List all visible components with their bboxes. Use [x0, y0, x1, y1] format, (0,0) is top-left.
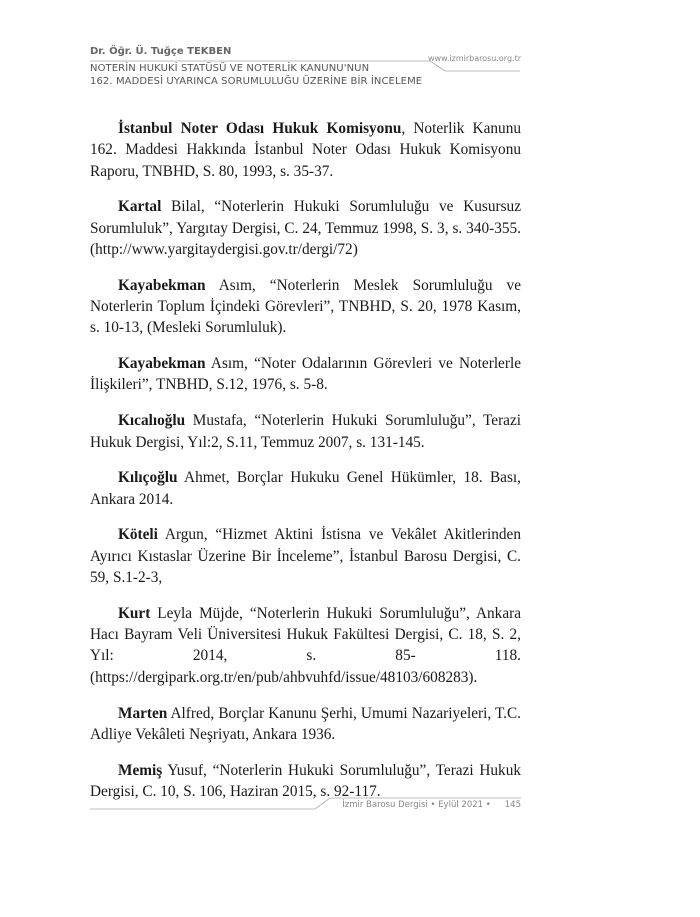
page-number: 145 — [504, 800, 521, 810]
entry-text: Asım, “Noterlerin Meslek Sorumluluğu ve Noterlerin Toplum İçindeki Görevleri”, TNBHD, S. 20, 1978 Kasım, s. 10-13, (Mesleki Sorumluluk). — [90, 276, 521, 337]
entry-author: Kartal — [118, 198, 162, 216]
entry-author: Kurt — [118, 604, 151, 622]
entry-text: Leyla Müjde, “Noterlerin Hukuki Sorumluluğu”, Ankara Hacı Bayram Veli Üniversitesi Hukuk Fakültesi Dergisi, C. 18, S. 2, Yıl: 2014, s. 85- 118. (https://dergipark.org.tr/en/pub/ahbvuhfd/issue/48103/608283). — [90, 604, 521, 686]
header-author: Dr. Öğr. Ü. Tuğçe TEKBEN — [90, 46, 232, 57]
entry-author: Köteli — [118, 526, 158, 544]
header-title — [90, 63, 422, 88]
bibliography — [90, 118, 521, 817]
entry-author: Memiş — [118, 761, 163, 779]
bibliography-entry — [90, 467, 521, 510]
header-title-line: NOTERİN HUKUKİ STATÜSÜ VE NOTERLİK KANUNU'NUN — [90, 63, 370, 74]
entry-text: Ahmet, Borçlar Hukuku Genel Hükümler, 18. Bası, Ankara 2014. — [90, 469, 521, 508]
header-title-line: 162. MADDESİ UYARINCA SORUMLULUĞU ÜZERİNE BİR İNCELEME — [90, 75, 423, 87]
entry-text: Bilal, “Noterlerin Hukuki Sorumluluğu ve Kusursuz Sorumluluk”, Yargıtay Dergisi, C. 24, Temmuz 1998, S. 3, s. 340-355. (http://www.yargitaydergisi.gov.tr/dergi/72) — [90, 198, 521, 258]
entry-author: İstanbul Noter Odası Hukuk Komisyonu — [118, 120, 402, 137]
entry-author: Kıcalıoğlu — [118, 412, 186, 430]
footer-journal: İzmir Barosu Dergisi • Eylül 2021 • — [342, 800, 491, 810]
entry-author: Kılıçoğlu — [118, 469, 178, 487]
entry-text: Mustafa, “Noterlerin Hukuki Sorumluluğu”, Terazi Hukuk Dergisi, Yıl:2, S.11, Temmuz 2007, s. 131-145. — [90, 412, 521, 451]
bibliography-entry — [90, 275, 521, 339]
bibliography-entry — [90, 524, 521, 588]
bibliography-entry — [90, 353, 521, 396]
bibliography-entry — [90, 410, 521, 453]
entry-text: Yusuf, “Noterlerin Hukuki Sorumluluğu”, Terazi Hukuk Dergisi, C. 10, S. 106, Haziran 2015, s. 92-117. — [90, 761, 521, 800]
entry-text: Asım, “Noter Odalarının Görevleri ve Noterlerle İlişkileri”, TNBHD, S.12, 1976, s. 5-8. — [90, 355, 521, 394]
bibliography-entry — [90, 603, 521, 688]
entry-author: Marten — [118, 704, 168, 722]
entry-text: Alfred, Borçlar Kanunu Şerhi, Umumi Nazariyeleri, T.C. Adliye Vekâleti Neşriyatı, Ankara 1936. — [90, 704, 521, 743]
bibliography-entry — [90, 703, 521, 746]
entry-author: Kayabekman — [118, 355, 206, 373]
bibliography-entry — [90, 118, 521, 182]
entry-text: , Noterlik Kanunu 162. Maddesi Hakkında İstanbul Noter Odası Hukuk Komisyonu Raporu, TNBHD, S. 80, 1993, s. 35-37. — [90, 120, 521, 180]
header-url: www.izmirbarosu.org.tr — [427, 54, 521, 63]
bibliography-entry — [90, 196, 521, 260]
footer-row — [342, 800, 521, 810]
entry-author: Kayabekman — [118, 276, 206, 294]
entry-text: Argun, “Hizmet Aktini İstisna ve Vekâlet Akitlerinden Ayırıcı Kıstaslar Üzerine Bir İnceleme”, İstanbul Barosu Dergisi, C. 59, S.1-2-3, — [90, 526, 521, 587]
